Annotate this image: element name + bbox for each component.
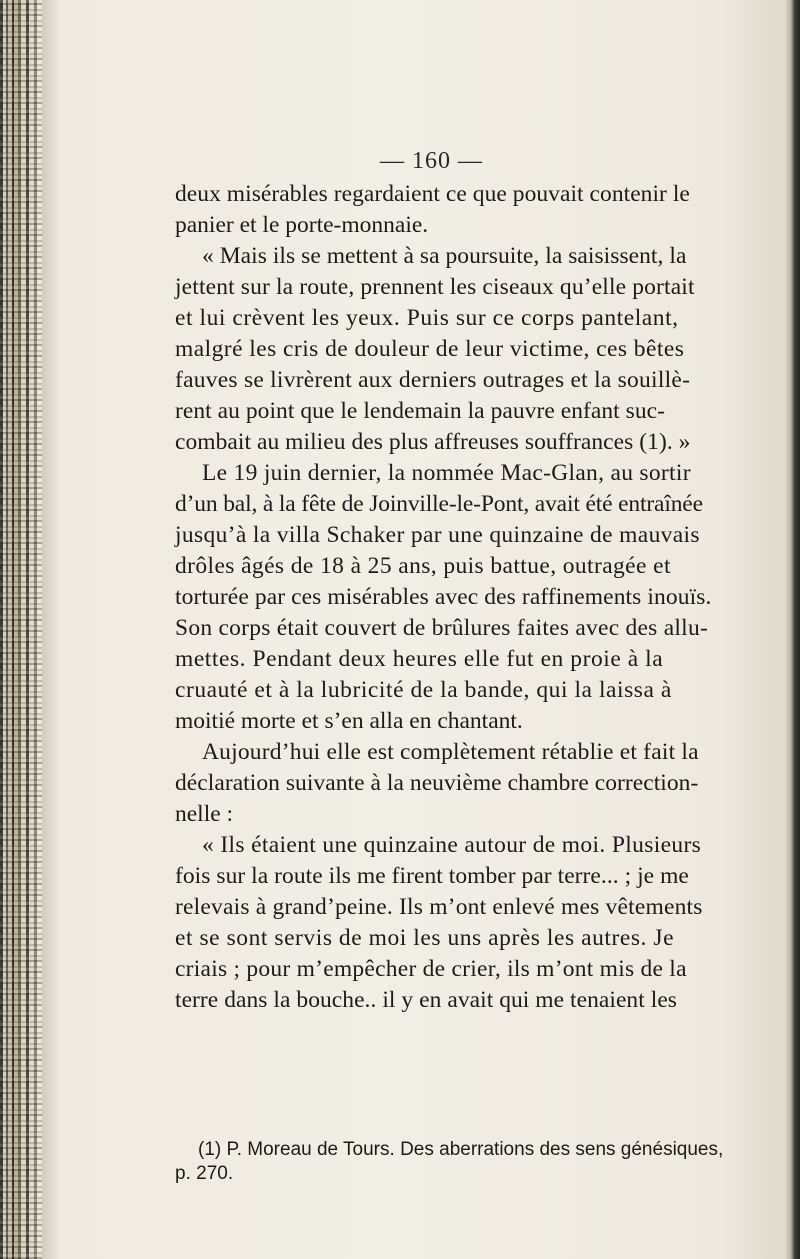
body-line-25: et se sont servis de moi les uns après les autres. Je xyxy=(175,925,675,951)
body-line-13: drôles âgés de 18 à 25 ans, puis battue, outragée et xyxy=(175,553,671,579)
body-line-2: panier et le porte-monnaie. xyxy=(175,212,429,238)
body-line-27: terre dans la bouche.. il y en avait qui me tenaient les xyxy=(175,987,677,1013)
body-line-11: d’un bal, à la fête de Joinville-le-Pont, avait été entraînée xyxy=(175,491,703,517)
body-line-23: fois sur la route ils me firent tomber par terre... ; je me xyxy=(175,863,689,889)
body-line-26: criais ; pour m’empêcher de crier, ils m’ont mis de la xyxy=(175,956,687,982)
body-line-4: jettent sur la route, prennent les ciseaux qu’elle portait xyxy=(175,274,695,300)
body-line-16: mettes. Pendant deux heures elle fut en proie à la xyxy=(175,646,664,672)
body-line-10: Le 19 juin dernier, la nommée Mac-Glan, au sortir xyxy=(202,460,691,486)
body-line-24: relevais à grand’peine. Ils m’ont enlevé mes vêtements xyxy=(175,894,703,920)
body-line-7: fauves se livrèrent aux derniers outrages et la souillè- xyxy=(175,367,691,393)
body-line-6: malgré les cris de douleur de leur victime, ces bêtes xyxy=(175,336,685,362)
body-line-5: et lui crèvent les yeux. Puis sur ce corps pantelant, xyxy=(175,305,679,331)
body-line-8: rent au point que le lendemain la pauvre enfant suc- xyxy=(175,398,666,424)
body-line-22: « Ils étaient une quinzaine autour de moi. Plusieurs xyxy=(202,832,702,858)
body-line-21: nelle : xyxy=(175,801,234,827)
body-line-12: jusqu’à la villa Schaker par une quinzaine de mauvais xyxy=(175,522,700,548)
body-line-15: Son corps était couvert de brûlures faites avec des allu- xyxy=(175,615,709,641)
footnote-line-1: (1) P. Moreau de Tours. Des aberrations des sens génésiques, xyxy=(198,1139,724,1160)
body-line-19: Aujourd’hui elle est complètement rétablie et fait la xyxy=(202,739,699,765)
body-line-14: torturée par ces misérables avec des raffinements inouïs. xyxy=(175,584,712,610)
body-line-20: déclaration suivante à la neuvième chambre correction- xyxy=(175,770,699,796)
body-line-1: deux misérables regardaient ce que pouvait contenir le xyxy=(175,181,690,207)
body-line-9: combait au milieu des plus affreuses souffrances (1). » xyxy=(175,429,691,455)
footnote-line-2: p. 270. xyxy=(175,1163,234,1184)
body-line-18: moitié morte et s’en alla en chantant. xyxy=(175,708,523,734)
page-number: — 160 — xyxy=(380,148,483,174)
body-line-3: « Mais ils se mettent à sa poursuite, la saisissent, la xyxy=(202,243,687,269)
body-line-17: cruauté et à la lubricité de la bande, qui la laissa à xyxy=(175,677,672,703)
